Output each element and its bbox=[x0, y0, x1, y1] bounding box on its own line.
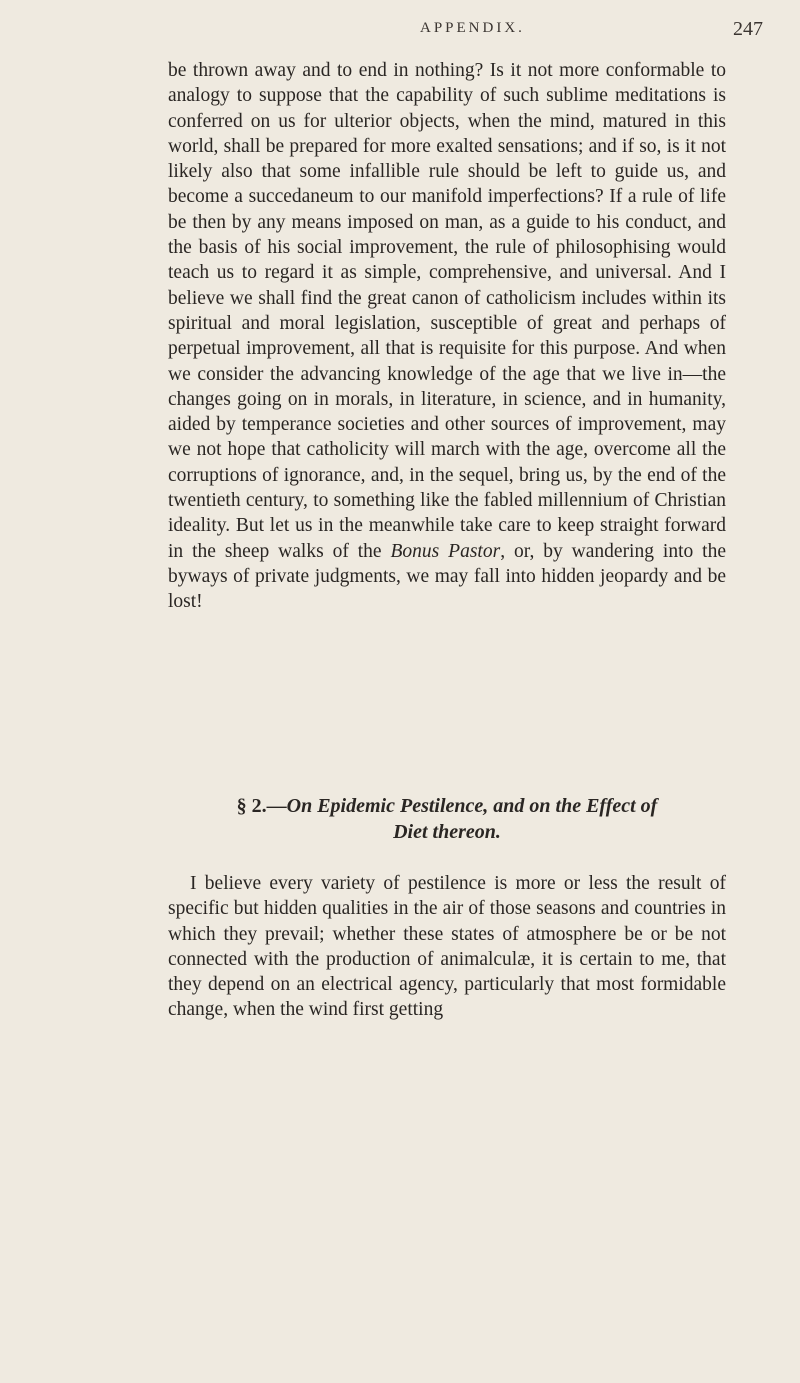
page-number: 247 bbox=[733, 18, 763, 40]
section-title-line-1: On Epidemic Pestilence, and on the Effect of bbox=[286, 795, 658, 817]
italic-phrase: Bonus Pastor bbox=[390, 540, 501, 562]
paragraph-continuation bbox=[168, 58, 726, 615]
paragraph-pestilence: I believe every variety of pestilence is more or less the result of specific but hidden qualities in the air of those seasons and countries in which they prevail; whether these states of atmosphere be or be not connected with the production of animalculæ, it is certain to me, that they depend on an electrical agency, particularly that most formidable change, when the wind first getting bbox=[168, 873, 726, 1021]
section-heading bbox=[168, 793, 726, 845]
paragraph-text: be thrown away and to end in nothing? Is it not more conformable to analogy to suppose that the capability of such sublime meditations is conferred on us for ulterior objects, when the mind, matured in this world, shall be prepared for more exalted sensations; and if so, is it not likely also that some infallible rule should be left to guide us, and become a succedaneum to our manifold imperfections? If a rule of life be then by any means imposed on man, as a guide to his conduct, and the basis of his social improvement, the rule of philosophising would teach us to regard it as simple, comprehensive, and universal. And I believe we shall find the great canon of catholicism includes within its spiritual and moral legislation, susceptible of great and perhaps of perpetual improvement, all that is requisite for this purpose. And when we consider the advancing knowledge of the age that we live in—the changes going on in morals, in literature, in science, and in humanity, aided by temperance societies and other sources of improvement, may we not hope that catholicity will march with the age, overcome all the corruptions of ignorance, and, in the sequel, bring us, by the end of the twentieth century, to something like the fabled millennium of Christian ideality. But let us in the meanwhile take care to keep straight forward in the sheep walks of the bbox=[168, 60, 726, 562]
running-title: APPENDIX. bbox=[420, 20, 525, 36]
section-number: § 2.— bbox=[236, 795, 287, 817]
section-title-line-2: Diet thereon. bbox=[393, 821, 501, 843]
running-head bbox=[0, 20, 800, 44]
paragraph-text-end: , or, by wandering into the byways of private judgments, we may fall into hidden jeopardy and be lost! bbox=[168, 540, 726, 613]
